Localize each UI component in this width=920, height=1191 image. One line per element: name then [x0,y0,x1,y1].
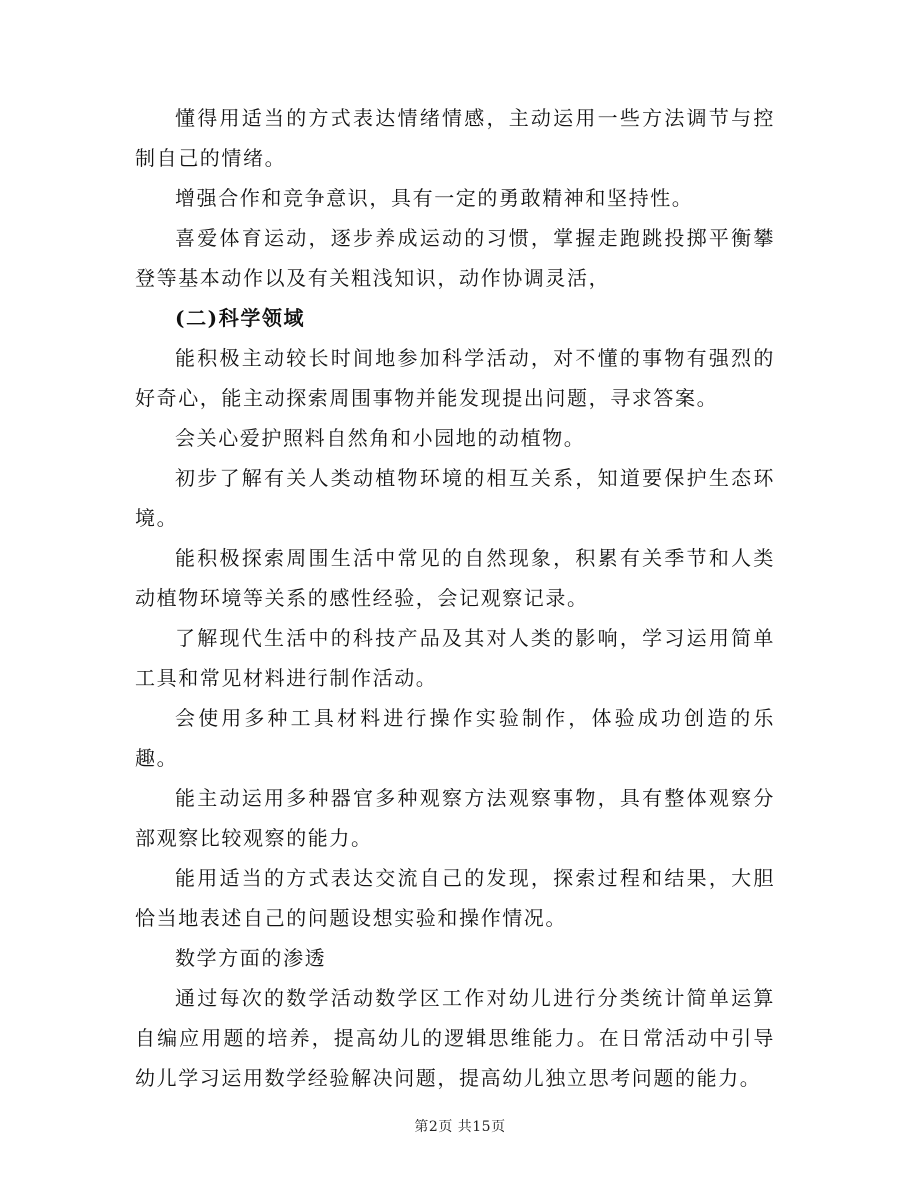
paragraph-cooperation: 增强合作和竞争意识，具有一定的勇敢精神和坚持性。 [175,186,694,210]
paragraph-natural-phenomena: 能积极探索周围生活中常见的自然现象，积累有关季节和人类动植物环境等关系的感性经验，会记观察记录。 [135,546,775,610]
section-heading-science: (二)科学领域 [175,306,306,330]
paragraph-math: 通过每次的数学活动数学区工作对幼儿进行分类统计简单运算自编应用题的培养，提高幼儿的逻辑思维能力。在日常活动中引导幼儿学习运用数学经验解决问题，提高幼儿独立思考问题的能力。 [135,986,775,1090]
paragraph-observation: 能主动运用多种器官多种观察方法观察事物，具有整体观察分部观察比较观察的能力。 [135,786,775,850]
paragraph-sports: 喜爱体育运动，逐步养成运动的习惯，掌握走跑跳投掷平衡攀登等基本动作以及有关粗浅知识，动作协调灵活， [135,226,775,290]
page-number: 第2页 共15页 [414,1119,506,1135]
paragraph-emotion: 懂得用适当的方式表达情绪情感，主动运用一些方法调节与控制自己的情绪。 [135,106,775,170]
subheading-math: 数学方面的渗透 [175,946,327,970]
paragraph-curiosity: 能积极主动较长时间地参加科学活动，对不懂的事物有强烈的好奇心，能主动探索周围事物并能发现提出问题，寻求答案。 [135,346,775,410]
paragraph-care-plants: 会关心爱护照料自然角和小园地的动植物。 [175,426,586,450]
paragraph-expression: 能用适当的方式表达交流自己的发现，探索过程和结果，大胆恰当地表述自己的问题设想实验和操作情况。 [135,866,775,930]
paragraph-ecology: 初步了解有关人类动植物环境的相互关系，知道要保护生态环境。 [135,466,775,530]
paragraph-technology: 了解现代生活中的科技产品及其对人类的影响，学习运用简单工具和常见材料进行制作活动。 [135,626,775,690]
document-body [135,98,775,1098]
paragraph-experiments: 会使用多种工具材料进行操作实验制作，体验成功创造的乐趣。 [135,706,775,770]
